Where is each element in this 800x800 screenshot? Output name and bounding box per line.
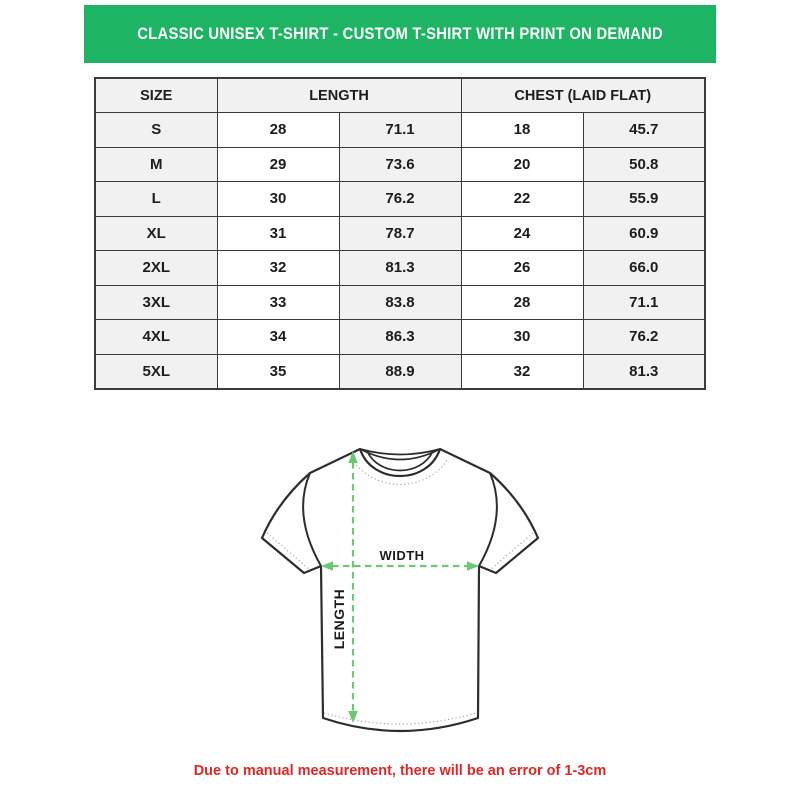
tshirt-measurement-diagram [240,423,560,758]
cell-length-in: 31 [217,216,339,251]
cell-length-in: 29 [217,147,339,182]
cell-chest-cm: 76.2 [583,320,705,355]
tshirt-outline [262,449,538,731]
cell-length-cm: 76.2 [339,182,461,217]
cell-chest-cm: 66.0 [583,251,705,286]
length-label: LENGTH [331,588,347,650]
cell-size: S [95,113,217,148]
cell-chest-in: 30 [461,320,583,355]
measurement-error-note: Due to manual measurement, there will be an error of 1-3cm [193,763,607,779]
cell-chest-in: 24 [461,216,583,251]
cell-length-cm: 81.3 [339,251,461,286]
cell-size: 5XL [95,354,217,389]
cell-chest-cm: 45.7 [583,113,705,148]
width-label: WIDTH [379,548,425,563]
cell-chest-cm: 55.9 [583,182,705,217]
cell-length-in: 34 [217,320,339,355]
cell-chest-cm: 71.1 [583,285,705,320]
cell-chest-in: 18 [461,113,583,148]
cell-length-cm: 78.7 [339,216,461,251]
cell-length-in: 33 [217,285,339,320]
cell-chest-cm: 50.8 [583,147,705,182]
cell-length-in: 28 [217,113,339,148]
table-row [95,182,705,217]
cell-length-cm: 88.9 [339,354,461,389]
cell-length-cm: 86.3 [339,320,461,355]
cell-length-in: 35 [217,354,339,389]
size-table-header [95,78,705,113]
cell-length-cm: 83.8 [339,285,461,320]
title-banner [84,5,716,63]
cell-size: 4XL [95,320,217,355]
tshirt-diagram-svg [240,423,560,758]
cell-size: M [95,147,217,182]
page-title: CLASSIC UNISEX T-SHIRT - CUSTOM T-SHIRT WITH PRINT ON DEMAND [137,24,663,43]
cell-size: 2XL [95,251,217,286]
col-header-size: SIZE [95,78,217,113]
cell-length-in: 30 [217,182,339,217]
cell-chest-in: 28 [461,285,583,320]
table-row [95,320,705,355]
table-row [95,147,705,182]
table-row [95,216,705,251]
cell-chest-cm: 81.3 [583,354,705,389]
cell-size: L [95,182,217,217]
cell-chest-in: 32 [461,354,583,389]
table-row [95,354,705,389]
size-table-body [95,113,705,389]
header-row [95,78,705,113]
table-row [95,285,705,320]
cell-chest-cm: 60.9 [583,216,705,251]
cell-chest-in: 20 [461,147,583,182]
cell-length-in: 32 [217,251,339,286]
cell-chest-in: 22 [461,182,583,217]
size-chart-table [94,77,706,390]
cell-length-cm: 73.6 [339,147,461,182]
cell-size: 3XL [95,285,217,320]
cell-size: XL [95,216,217,251]
col-header-chest: CHEST (LAID FLAT) [461,78,705,113]
cell-length-cm: 71.1 [339,113,461,148]
cell-chest-in: 26 [461,251,583,286]
table-row [95,251,705,286]
col-header-length: LENGTH [217,78,461,113]
table-row [95,113,705,148]
